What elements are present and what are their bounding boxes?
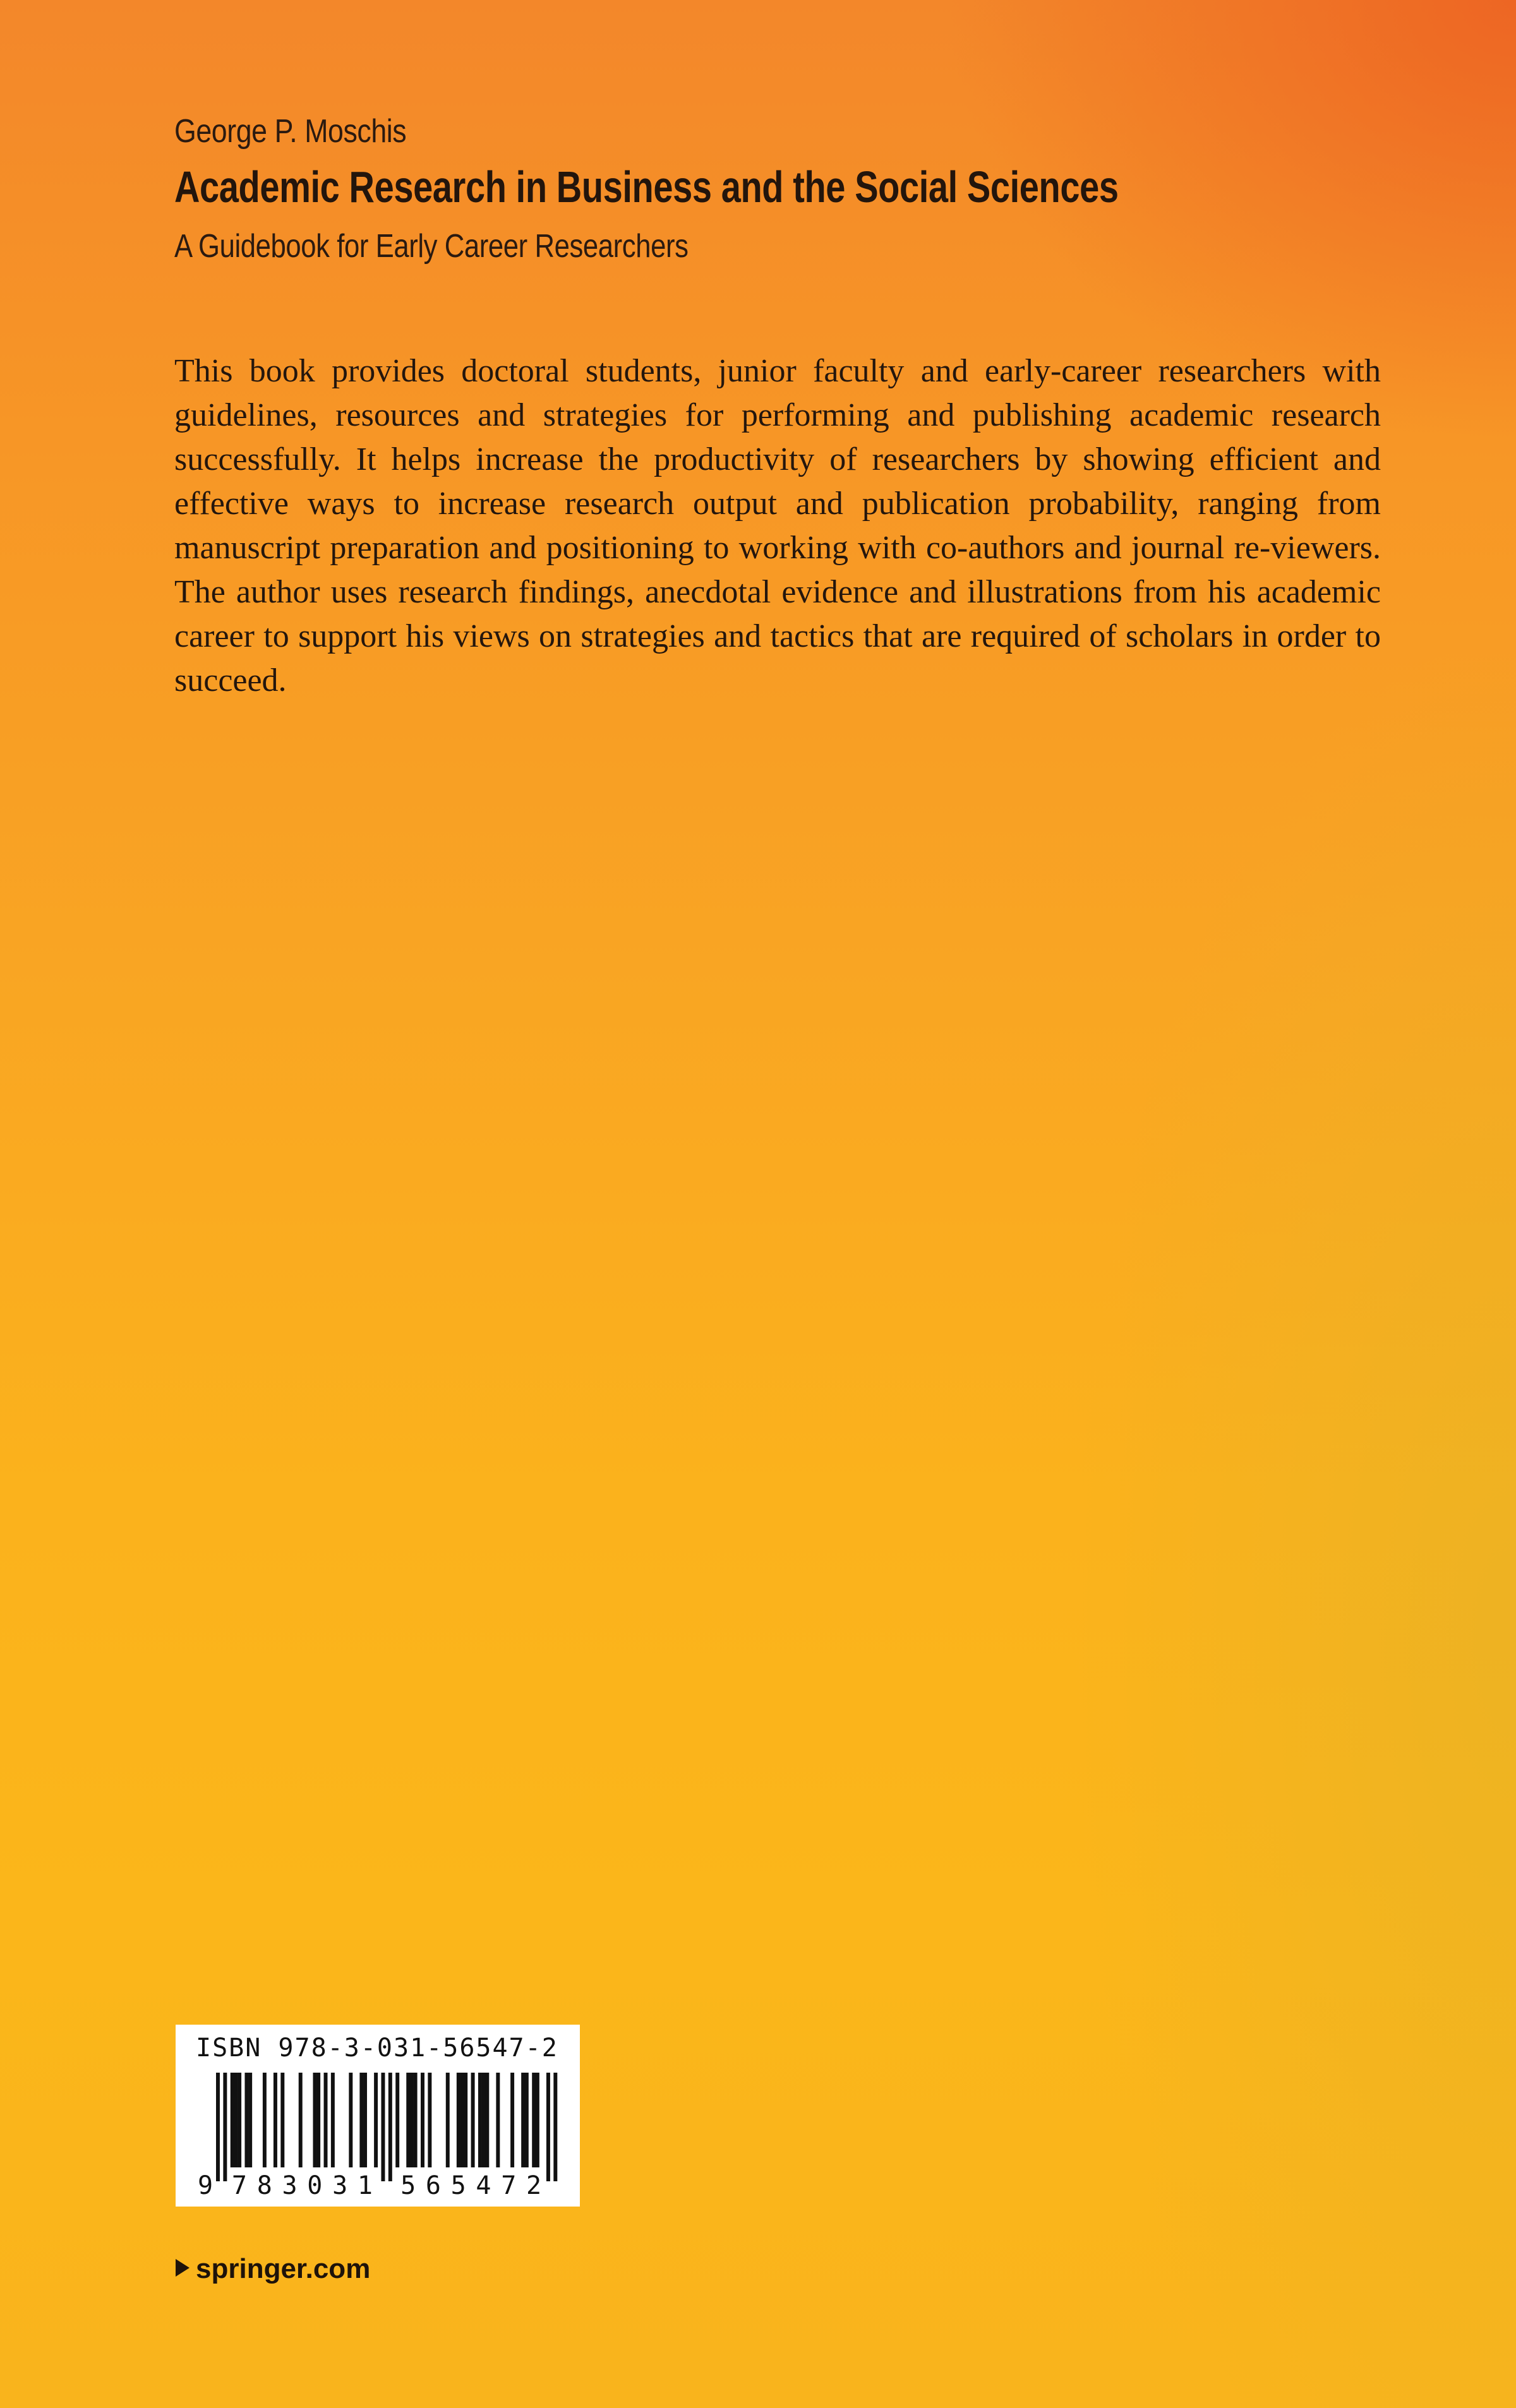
publisher-link[interactable] bbox=[176, 2253, 370, 2285]
barcode-bar bbox=[471, 2073, 475, 2167]
barcode-digit: 1 bbox=[357, 2171, 373, 2199]
barcode-digit: 5 bbox=[400, 2171, 416, 2199]
barcode-bar bbox=[546, 2073, 550, 2181]
barcode-bar bbox=[428, 2073, 431, 2167]
barcode-bar bbox=[238, 2073, 241, 2167]
barcode-bar bbox=[395, 2073, 399, 2167]
barcode-bar bbox=[388, 2073, 392, 2181]
barcode-bar bbox=[406, 2073, 410, 2167]
barcode-bars bbox=[216, 2073, 557, 2181]
barcode-bar bbox=[316, 2073, 320, 2167]
barcode-bar bbox=[331, 2073, 335, 2167]
barcode-bar bbox=[274, 2073, 277, 2167]
barcode-image bbox=[195, 2073, 561, 2199]
barcode-bar bbox=[414, 2073, 418, 2167]
author-name: George P. Moschis bbox=[174, 113, 407, 150]
barcode-bar bbox=[263, 2073, 267, 2167]
barcode-bar bbox=[464, 2073, 467, 2167]
barcode-bar bbox=[457, 2073, 460, 2167]
barcode-digit: 4 bbox=[476, 2171, 491, 2199]
barcode-bar bbox=[482, 2073, 486, 2167]
publisher-link-text: springer.com bbox=[196, 2253, 371, 2284]
barcode-bar bbox=[410, 2073, 414, 2167]
barcode-bar bbox=[299, 2073, 303, 2167]
barcode-digit: 2 bbox=[526, 2171, 542, 2199]
barcode-digit: 9 bbox=[197, 2171, 214, 2199]
barcode-bar bbox=[446, 2073, 450, 2167]
barcode-bar bbox=[248, 2073, 252, 2167]
barcode-bar bbox=[485, 2073, 489, 2167]
barcode-bar bbox=[349, 2073, 352, 2167]
barcode-bar bbox=[521, 2073, 525, 2167]
barcode-bar bbox=[374, 2073, 378, 2167]
barcode-bar bbox=[234, 2073, 238, 2167]
barcode-bar bbox=[525, 2073, 529, 2167]
barcode-bar bbox=[536, 2073, 539, 2167]
barcode-bar bbox=[223, 2073, 227, 2181]
barcode-digit: 7 bbox=[501, 2171, 517, 2199]
barcode-digit: 3 bbox=[282, 2171, 298, 2199]
barcode-bar bbox=[231, 2073, 234, 2167]
barcode-bar bbox=[421, 2073, 424, 2167]
barcode-bar bbox=[460, 2073, 464, 2167]
barcode-bar bbox=[313, 2073, 316, 2167]
book-title: Academic Research in Business and the Social Sciences bbox=[174, 162, 1119, 212]
barcode-digit: 7 bbox=[231, 2171, 247, 2199]
barcode-digit: 0 bbox=[307, 2171, 323, 2199]
triangle-right-icon bbox=[176, 2259, 190, 2277]
barcode-bar bbox=[244, 2073, 248, 2167]
barcode-bar bbox=[496, 2073, 500, 2167]
barcode-bar bbox=[478, 2073, 482, 2167]
barcode-digit: 8 bbox=[256, 2171, 272, 2199]
barcode-bar bbox=[532, 2073, 536, 2167]
barcode-digit: 6 bbox=[425, 2171, 441, 2199]
barcode-digit: 5 bbox=[450, 2171, 466, 2199]
isbn-barcode bbox=[176, 2025, 580, 2207]
barcode-digits bbox=[198, 2171, 541, 2199]
barcode-digit: 3 bbox=[332, 2171, 348, 2199]
barcode-bar bbox=[363, 2073, 367, 2167]
barcode-bar bbox=[381, 2073, 385, 2181]
isbn-label: ISBN 978-3-031-56547-2 bbox=[196, 2034, 558, 2063]
barcode-bar bbox=[280, 2073, 284, 2167]
book-subtitle: A Guidebook for Early Career Researchers bbox=[174, 228, 689, 265]
barcode-bar bbox=[553, 2073, 557, 2181]
barcode-bar bbox=[359, 2073, 363, 2167]
book-description: This book provides doctoral students, junior faculty and early-career researchers with guidelines, resources and strategies for performing and publishing academic research successfully. It helps increase the productivity of researchers by showing efficient and effective ways to increase research output and publication probability, ranging from manuscript preparation and positioning to working with co-authors and journal re-viewers. The author uses research findings, anecdotal evidence and illustrations from his academic career to support his views on strategies and tactics that are required of scholars in order to succeed. bbox=[174, 353, 1381, 698]
barcode-bar bbox=[510, 2073, 514, 2167]
barcode-bar bbox=[216, 2073, 220, 2181]
barcode-bar bbox=[324, 2073, 328, 2167]
